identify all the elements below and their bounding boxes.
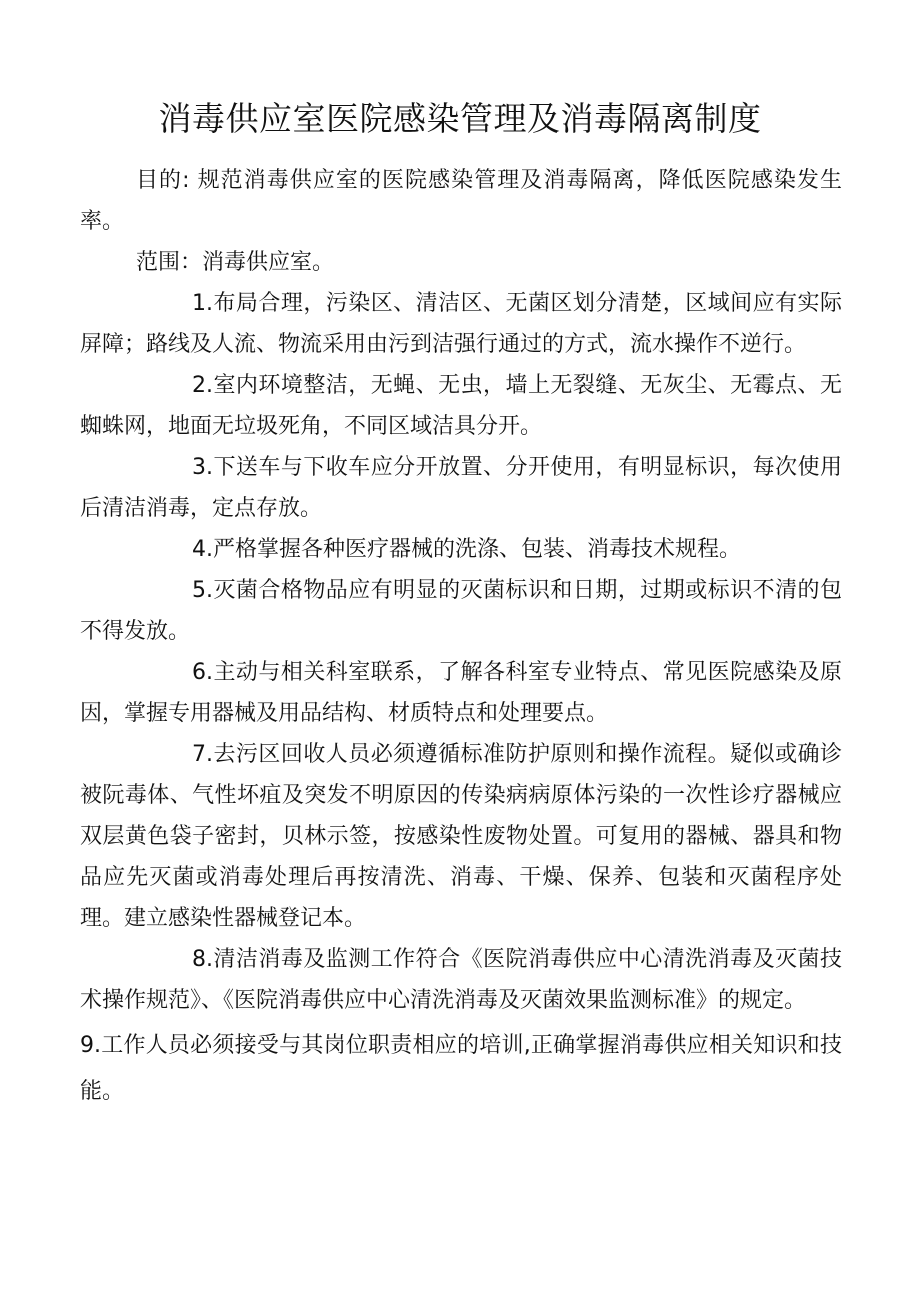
rule-number: 6 [192, 660, 206, 685]
rule-item-6 [80, 652, 842, 734]
rule-number: 7 [192, 742, 206, 767]
rule-item-3 [80, 447, 842, 529]
rule-text: .清洁消毒及监测工作符合《医院消毒供应中心清洗消毒及灭菌技术操作规范》、《医院消毒供应中心清洗消毒及灭菌效果监测标准》的规定。 [80, 947, 842, 1013]
rule-item-1 [80, 283, 842, 365]
scope-paragraph: 范围：消毒供应室。 [136, 250, 335, 275]
rule-number: 2 [192, 373, 206, 398]
rule-text: .灭菌合格物品应有明显的灭菌标识和日期，过期或标识不清的包不得发放。 [80, 578, 842, 644]
rule-item-4 [80, 529, 842, 570]
rule-item-9: 9.工作人员必须接受与其岗位职责相应的培训,正确掌握消毒供应相关知识和技能。 [80, 1033, 842, 1104]
rule-text: .布局合理，污染区、清洁区、无菌区划分清楚，区域间应有实际屏障；路线及人流、物流采用由污到洁强行通过的方式，流水操作不逆行。 [80, 291, 842, 357]
rule-number: 8 [192, 947, 206, 972]
rule-number: 3 [192, 455, 206, 480]
rule-number: 1 [192, 291, 206, 316]
document-body [80, 160, 842, 1115]
purpose-paragraph: 目的: 规范消毒供应室的医院感染管理及消毒隔离，降低医院感染发生率。 [80, 168, 842, 234]
rule-number: 4 [192, 537, 206, 562]
rule-text: .室内环境整洁，无蝇、无虫，墙上无裂缝、无灰尘、无霉点、无蜘蛛网，地面无垃圾死角，不同区域洁具分开。 [80, 373, 842, 439]
rule-text: .去污区回收人员必须遵循标准防护原则和操作流程。疑似或确诊被阮毒体、气性坏疽及突发不明原因的传染病病原体污染的一次性诊疗器械应双层黄色袋子密封，贝林示签，按感染性废物处置。可复用的器械、器具和物品应先灭菌或消毒处理后再按清洗、消毒、干燥、保养、包装和灭菌程序处理。建立感染性器械登记本。 [80, 742, 842, 931]
rule-item-7 [80, 734, 842, 939]
rule-item-2 [80, 365, 842, 447]
rule-text: .下送车与下收车应分开放置、分开使用，有明显标识，每次使用后清洁消毒，定点存放。 [80, 455, 842, 521]
rule-number: 5 [192, 578, 206, 603]
rule-item-8 [80, 939, 842, 1021]
rule-text: .主动与相关科室联系，了解各科室专业特点、常见医院感染及原因，掌握专用器械及用品结构、材质特点和处理要点。 [80, 660, 842, 726]
rule-item-5 [80, 570, 842, 652]
document-title: 消毒供应室医院感染管理及消毒隔离制度 [158, 99, 762, 138]
rule-text: .严格掌握各种医疗器械的洗涤、包装、消毒技术规程。 [206, 537, 741, 562]
